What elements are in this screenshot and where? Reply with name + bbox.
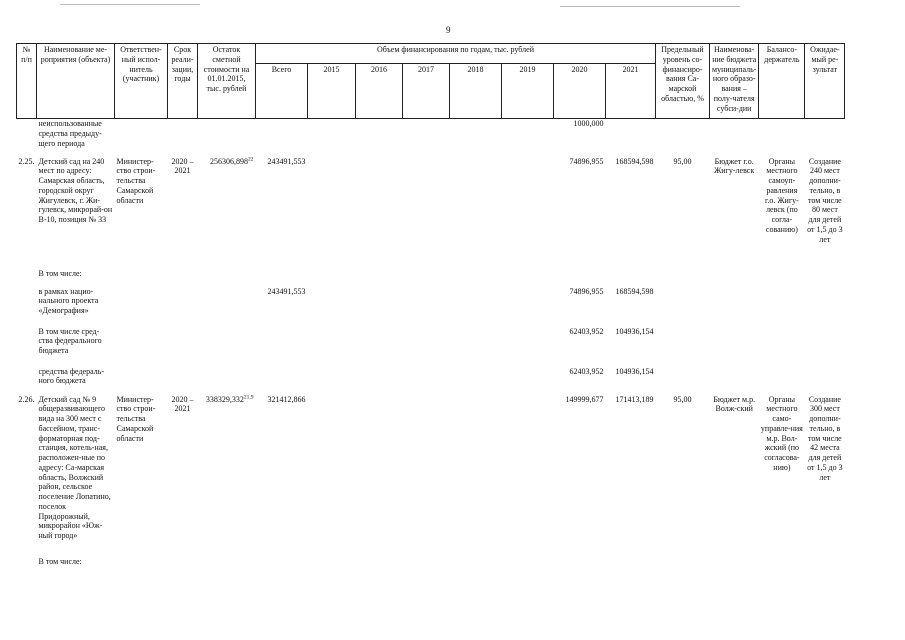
row-budget-name: Бюджет м.р. Волж-ский bbox=[713, 394, 756, 414]
row-responsible: Министер-ство строи-тельства Самарской области bbox=[116, 394, 156, 443]
value-2021: 171413,189 bbox=[615, 394, 654, 404]
value-2021: 104936,154 bbox=[615, 326, 654, 336]
value-2020: 74896,955 bbox=[569, 286, 604, 296]
header-total: Всего bbox=[256, 64, 308, 119]
table-row bbox=[17, 157, 845, 269]
header-term: Срок реали-зации, годы bbox=[168, 44, 198, 119]
value-2021: 104936,154 bbox=[615, 366, 654, 376]
value-total: 243491,553 bbox=[267, 156, 306, 166]
value-2020: 1000,000 bbox=[573, 119, 604, 128]
row-responsible: Министер-ство строи-тельства Самарской области bbox=[116, 156, 156, 205]
header-year: 2019 bbox=[502, 64, 554, 119]
header-holder: Балансо-держатель bbox=[759, 44, 805, 119]
table-row bbox=[17, 327, 845, 367]
scan-artifact-line bbox=[60, 4, 200, 5]
value-2020: 62403,952 bbox=[569, 326, 604, 336]
row-budget-name: Бюджет г.о. Жигу-левск bbox=[714, 156, 755, 176]
row-name: в рамках нацио-нального проекта «Демография» bbox=[38, 286, 99, 315]
table-row bbox=[17, 557, 845, 571]
financing-table bbox=[16, 43, 845, 571]
table-body bbox=[17, 119, 845, 571]
table-row bbox=[17, 367, 845, 395]
row-term: 2020 – 2021 bbox=[171, 394, 194, 414]
row-name: В том числе сред-ства федерального бюджета bbox=[38, 326, 102, 355]
header-responsible: Ответствен-ный испол-нитель (участник) bbox=[115, 44, 168, 119]
table-row bbox=[17, 287, 845, 327]
row-remaining-cost: 338329,332$^{21,9}$ bbox=[205, 393, 254, 404]
row-remaining-cost: 256306,898$^{22}$ bbox=[210, 155, 254, 166]
scan-artifact-line bbox=[560, 6, 740, 7]
row-name: Детский сад № 9 общеразвивающего вида на 300 мест с бассейном, транс-форматорная под-станция, котель-ная, расположен-ные по адресу: Са-марская область, Волжский район, сельское поселение Лопатино, поселок Придорожный, микрорайон «Юж-ный город» bbox=[38, 394, 111, 540]
value-2021: 168594,598 bbox=[615, 156, 654, 166]
value-2020: 74896,955 bbox=[569, 156, 604, 166]
page-number: 9 bbox=[446, 25, 451, 35]
row-name: В том числе: bbox=[38, 556, 82, 566]
row-result: Создание 300 мест дополни-тельно, в том числе 42 места для детей от 1,5 до 3 лет bbox=[807, 394, 843, 482]
row-name: средства федераль-ного бюджета bbox=[38, 366, 105, 386]
row-number: 2.26. bbox=[18, 394, 35, 404]
header-year: 2021 bbox=[606, 64, 656, 119]
row-holder: Органы местного само-управле-ния м.р. Вол-жский (по согласова-нию) bbox=[760, 394, 803, 472]
header-financing: Объем финансирования по годам, тыс. рублей bbox=[256, 44, 656, 64]
table-row bbox=[17, 269, 845, 287]
row-name: Детский сад на 240 мест по адресу: Самарская область, городской округ Жигулевск, г. Жи-гулевск, микрорай-он В-10, позиция № 33 bbox=[38, 156, 113, 224]
value-total: 321412,866 bbox=[267, 394, 306, 404]
value-total: 243491,553 bbox=[267, 286, 306, 296]
header-budget-name: Наименова-ние бюджета муниципаль-ного образо-вания – полу-чателя субси-дии bbox=[710, 44, 759, 119]
header-year: 2017 bbox=[403, 64, 450, 119]
header-num: № п/п bbox=[17, 44, 37, 119]
table-header bbox=[17, 44, 845, 119]
row-cofinancing-level: 95,00 bbox=[673, 394, 692, 404]
value-2020: 149999,677 bbox=[565, 394, 604, 404]
header-result: Ожидае-мый ре-зультат bbox=[805, 44, 845, 119]
row-number: 2.25. bbox=[18, 156, 35, 166]
row-cofinancing-level: 95,00 bbox=[673, 156, 692, 166]
header-year: 2016 bbox=[356, 64, 403, 119]
row-term: 2020 – 2021 bbox=[171, 156, 194, 176]
header-remaining-cost: Остаток сметной стоимости на 01.01.2015, тыс. рублей bbox=[198, 44, 256, 119]
header-year: 2020 bbox=[554, 64, 606, 119]
value-2020: 62403,952 bbox=[569, 366, 604, 376]
value-2021: 168594,598 bbox=[615, 286, 654, 296]
table-row bbox=[17, 119, 845, 157]
header-year: 2018 bbox=[450, 64, 502, 119]
header-name: Наименование ме-роприятия (объекта) bbox=[37, 44, 115, 119]
row-result: Создание 240 мест дополни-тельно, в том числе 80 мест для детей от 1,5 до 3 лет bbox=[807, 156, 843, 244]
row-name: неиспользованные средства предыду-щего периода bbox=[38, 119, 102, 148]
row-name: В том числе: bbox=[38, 268, 82, 278]
header-year: 2015 bbox=[308, 64, 356, 119]
row-holder: Органы местного самоуп-равления г.о. Жигу-левск (по согла-сованию) bbox=[765, 156, 799, 234]
table-row bbox=[17, 395, 845, 557]
header-cofinancing-level: Предельный уровень со-финансиро-вания Са-марской областью, % bbox=[656, 44, 710, 119]
